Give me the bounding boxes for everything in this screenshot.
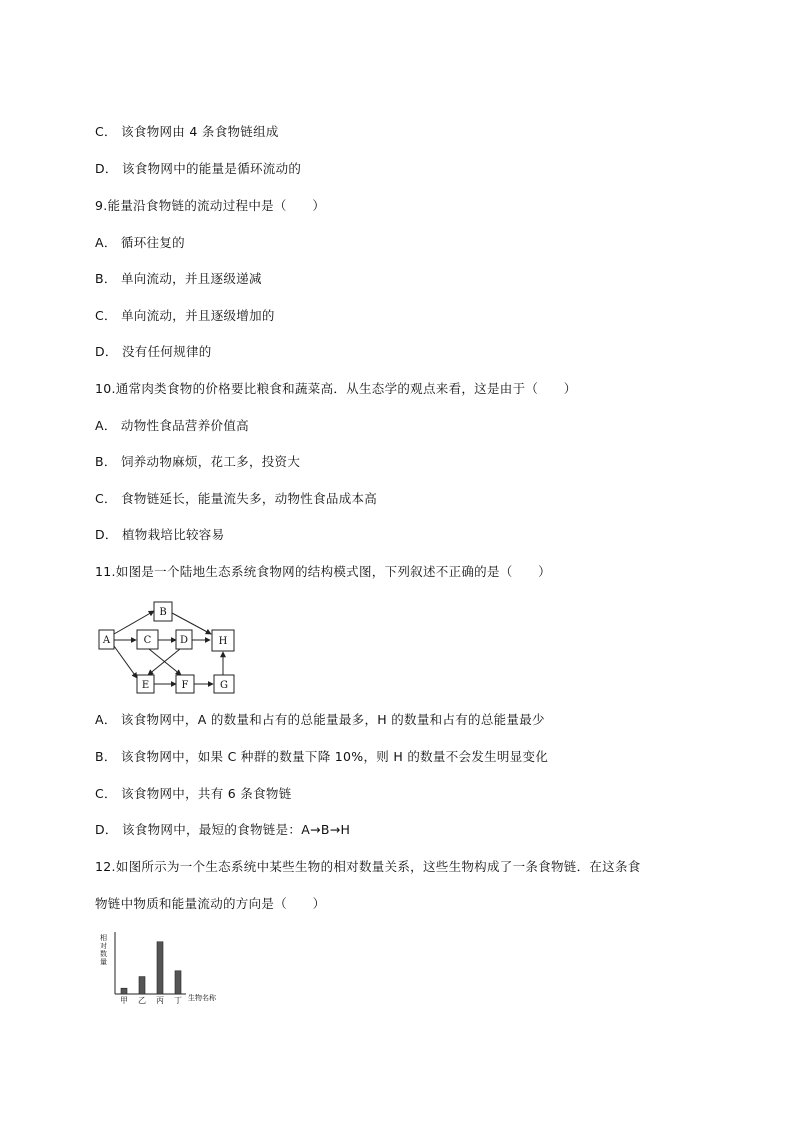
relative-quantity-chart xyxy=(92,928,232,1006)
food-web-svg xyxy=(92,596,242,698)
option-9b: B． 单向流动，并且逐级递减 xyxy=(95,271,262,286)
node-h-label: H xyxy=(218,636,228,647)
x-axis-label: 生物名称 xyxy=(188,994,216,1002)
option-9a: A． 循环往复的 xyxy=(95,235,185,250)
bar-1 xyxy=(121,988,127,994)
node-f-label: F xyxy=(181,680,189,691)
food-web-diagram xyxy=(92,596,242,698)
bar-2 xyxy=(139,977,145,994)
option-10a: A． 动物性食品营养价值高 xyxy=(95,418,249,433)
bar-4 xyxy=(175,971,181,994)
node-a-label: A xyxy=(102,635,111,646)
question-9: 9.能量沿食物链的流动过程中是（ ） xyxy=(95,198,326,213)
node-e-label: E xyxy=(141,680,150,691)
category-label-1: 甲 xyxy=(120,996,128,1005)
y-label-char: 量 xyxy=(100,958,107,966)
option-10d: D． 植物栽培比较容易 xyxy=(95,527,225,542)
category-label-4: 丁 xyxy=(174,996,182,1005)
bars xyxy=(121,942,181,994)
node-d-label: D xyxy=(179,635,189,646)
question-12-line2: 物链中物质和能量流动的方向是（ ） xyxy=(95,896,326,911)
option-10b: B． 饲养动物麻烦，花工多，投资大 xyxy=(95,454,301,469)
chart-svg xyxy=(92,928,232,1006)
node-g-label: G xyxy=(220,680,228,691)
category-labels xyxy=(120,996,182,1005)
node-c-label: C xyxy=(143,635,152,646)
option-9d: D． 没有任何规律的 xyxy=(95,344,212,359)
category-label-2: 乙 xyxy=(138,996,146,1005)
option-8c: C． 该食物网由 4 条食物链组成 xyxy=(95,124,279,139)
bar-3 xyxy=(157,942,163,994)
node-b-label: B xyxy=(159,607,167,618)
option-11d: D． 该食物网中，最短的食物链是：A→B→H xyxy=(95,822,351,837)
option-11b: B． 该食物网中，如果 C 种群的数量下降 10%，则 H 的数量不会发生明显变化 xyxy=(95,749,549,764)
question-12-line1: 12.如图所示为一个生态系统中某些生物的相对数量关系，这些生物构成了一条食物链．在这条食 xyxy=(95,859,641,874)
y-axis-label xyxy=(100,933,107,966)
y-label-char: 相 xyxy=(100,934,107,942)
question-10: 10.通常肉类食物的价格要比粮食和蔬菜高．从生态学的观点来看，这是由于（ ） xyxy=(95,381,577,396)
option-8d: D． 该食物网中的能量是循环流动的 xyxy=(95,161,302,176)
option-11a: A． 该食物网中，A 的数量和占有的总能量最多，H 的数量和占有的总能量最少 xyxy=(95,712,545,727)
option-11c: C． 该食物网中，共有 6 条食物链 xyxy=(95,786,292,801)
y-label-char: 对 xyxy=(100,942,107,950)
category-label-3: 丙 xyxy=(156,996,164,1005)
option-9c: C． 单向流动，并且逐级增加的 xyxy=(95,308,275,323)
question-11: 11.如图是一个陆地生态系统食物网的结构模式图，下列叙述不正确的是（ ） xyxy=(95,564,551,579)
option-10c: C． 食物链延长，能量流失多，动物性食品成本高 xyxy=(95,491,378,506)
y-label-char: 数 xyxy=(100,950,107,958)
food-web-arrows xyxy=(114,611,223,684)
